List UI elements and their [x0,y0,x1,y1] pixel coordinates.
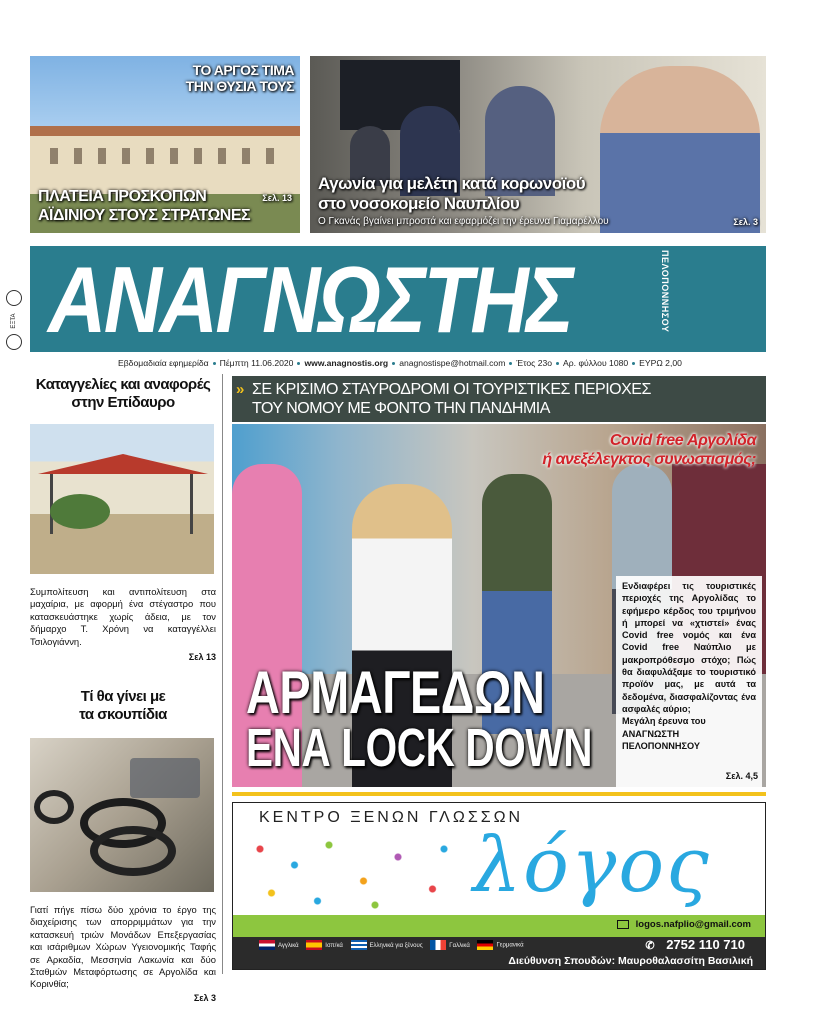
email-icon [617,920,629,929]
info-date: Πέμπτη 11.06.2020 [219,358,294,368]
separator-dot [556,362,559,365]
info-website[interactable]: www.anagnostis.org [304,358,389,368]
ad-heading: ΚΕΝΤΡΟ ΞΕΝΩΝ ΓΛΩΣΣΩΝ [259,809,524,826]
info-year: Έτος 23ο [516,358,553,368]
info-frequency: Εβδομαδιαία εφημερίδα [118,358,209,368]
separator-dot [632,362,635,365]
flag-gr-icon [351,940,367,950]
trees [50,494,110,529]
language-item: Αγγλικά [278,942,299,949]
masthead-title: ΑΝΑΓΝΩΣΤΗΣ [48,247,572,352]
top-right-page-ref: Σελ. 3 [733,217,758,227]
column-divider [222,374,223,974]
separator-dot [392,362,395,365]
flag-uk-icon [259,940,275,950]
info-issue: Αρ. φύλλου 1080 [563,358,629,368]
story2-body: Γιατί πήγε πίσω δύο χρόνια το έργο της διαχείρισης των απορριμμάτων για την κατασκευή τριών Μονάδων Επεξεργασίας και ισάριθμων Χώρων Υγειονομικής Ταφής σε Αρκαδία, Μεσσηνία Λακωνία και δύο Σταθμών Μεταφόρτωσης σε Αργολίδα και Κορινθία; [30,904,216,990]
story2-page-ref: Σελ 3 [193,992,216,1003]
story1-body: Συμπολίτευση και αντιπολίτευση στα μαχαίρια, με αφορμή ένα στέγαστρο που κατασκευάστηκε χωρίς άδεια, με τον δήμαρχο Τ. Χρόνη να καταγγέλλει Τσιλογιάννη. [30,586,216,647]
main-sidebar-bold: Μεγάλη έρευνα του ΑΝΑΓΝΩΣΤΗ ΠΕΛΟΠΟΝΝΗΣΟΥ [622,716,706,751]
building-shape [30,134,300,194]
story1-page-ref: Σελ 13 [188,652,216,663]
top-left-photo [30,56,300,233]
ad-phone[interactable]: 2752 110 710 [666,937,745,952]
top-right-headline-1: Αγωνία για μελέτη κατά κορωνοϊού [318,174,586,193]
left-column [30,374,216,1003]
language-item: Γαλλικά [449,942,470,949]
ad-box [232,802,766,970]
shelter-roof [38,454,208,474]
info-price: ΕΥΡΩ 2,00 [639,358,682,368]
top-right-headline-2: στο νοσοκομείο Ναυπλίου [318,194,520,213]
banner-line-2: ΤΟΥ ΝΟΜΟΥ ΜΕ ΦΟΝΤΟ ΤΗΝ ΠΑΝΔΗΜΙΑ [252,400,550,417]
shelter-post-right [190,474,193,534]
person-4 [600,66,760,233]
story2-headline-1: Τί θα γίνει με [80,688,166,706]
main-sidebar-box [616,576,762,787]
story2-headline-2: τα σκουπίδια [79,706,167,724]
info-strip [118,356,768,370]
red-headline-1: Covid free Αργολίδα [609,432,756,449]
birds-pattern [237,833,467,913]
separator-dot [297,362,300,365]
big-headline-2: ΕΝΑ LOCK DOWN [246,718,593,778]
separator-dot [509,362,512,365]
separator-dot [213,362,216,365]
info-email[interactable]: anagnostispe@hotmail.com [399,358,506,368]
windows [50,148,290,164]
tire-2 [90,826,176,876]
masthead-subtitle: ΠΕΛΟΠΟΝΝΗΣΟΥ [660,250,670,333]
story1-headline-2: στην Επίδαυρο [71,394,175,411]
debris [130,758,200,798]
top-right-subline: Ο Γκανάς βγαίνει μπροστά και εφαρμόζει την έρευνα Γιαμαρέλλου [318,216,609,227]
main-page-ref: Σελ. 4,5 [725,771,758,781]
ad-director: Διεύθυνση Σπουδών: Μαυροθαλασσίτη Βασιλική [508,955,753,967]
roof-shape [30,126,300,136]
flag-de-icon [477,940,493,950]
banner-line-1: ΣΕ ΚΡΙΣΙΜΟ ΣΤΑΥΡΟΔΡΟΜΙ ΟΙ ΤΟΥΡΙΣΤΙΚΕΣ ΠΕΡΙΟΧΕΣ [252,381,651,398]
story1-headline-1: Καταγγελίες και αναφορές [35,376,211,393]
flag-es-icon [306,940,322,950]
red-headline-2: ή ανεξέλεγκτος συνωστισμός; [542,451,756,468]
side-mark-icon-2 [6,334,22,350]
main-photo [232,424,766,787]
big-headline-1: ΑΡΜΑΓΕΔΩΝ [246,659,545,726]
banner-arrow-icon: » [236,381,245,398]
ad-languages [259,940,524,950]
main-underline [232,792,766,796]
side-mark-text: ΕΞΤΑ [11,313,17,329]
phone-icon: ✆ [645,940,655,952]
flag-fr-icon [430,940,446,950]
main-sidebar-text: Ενδιαφέρει τις τουριστικές περιοχές της Αργολίδας το εφήμερο κέρδος του τριμήνου ή μπορεί να «χτιστεί» ένας Covid free νομός και ένα Covid free Ναύπλιο με μακροπρόθεσμο στόχο; Πώς θα διαφυλάξαμε το τουριστικό προϊόν μας, με αυτά τα δεδομένα, διασφαλίζοντας ένα ασφαλές αύριο; [622,581,756,714]
side-mark-icon [6,290,22,306]
top-left-kicker: ΤΟ ΑΡΓΟΣ ΤΙΜΑ ΤΗΝ ΘΥΣΙΑ ΤΟΥΣ [185,62,294,94]
side-mark [4,290,24,350]
ad-email-row [617,919,751,930]
main-banner [232,376,766,422]
language-item: Γερμανικά [496,942,524,949]
ad-email[interactable]: logos.nafplio@gmail.com [635,919,751,930]
story1-photo [30,424,214,574]
story2-photo [30,738,214,892]
top-left-headline-1: ΠΛΑΤΕΙΑ ΠΡΟΣΚΟΠΩΝ [38,188,207,205]
ad-phone-row [645,937,745,952]
top-right-photo [310,56,766,233]
ad-logo: λόγος [473,820,711,909]
language-item: Ελληνικά για ξένους [369,942,423,949]
top-left-headline-2: ΑΪΔΙΝΙΟΥ ΣΤΟΥΣ ΣΤΡΑΤΩΝΕΣ [38,207,251,224]
language-item: Ισπ/κά [325,942,343,949]
tire-3 [34,790,74,824]
top-left-page-ref: Σελ. 13 [262,193,292,203]
masthead [30,246,766,352]
